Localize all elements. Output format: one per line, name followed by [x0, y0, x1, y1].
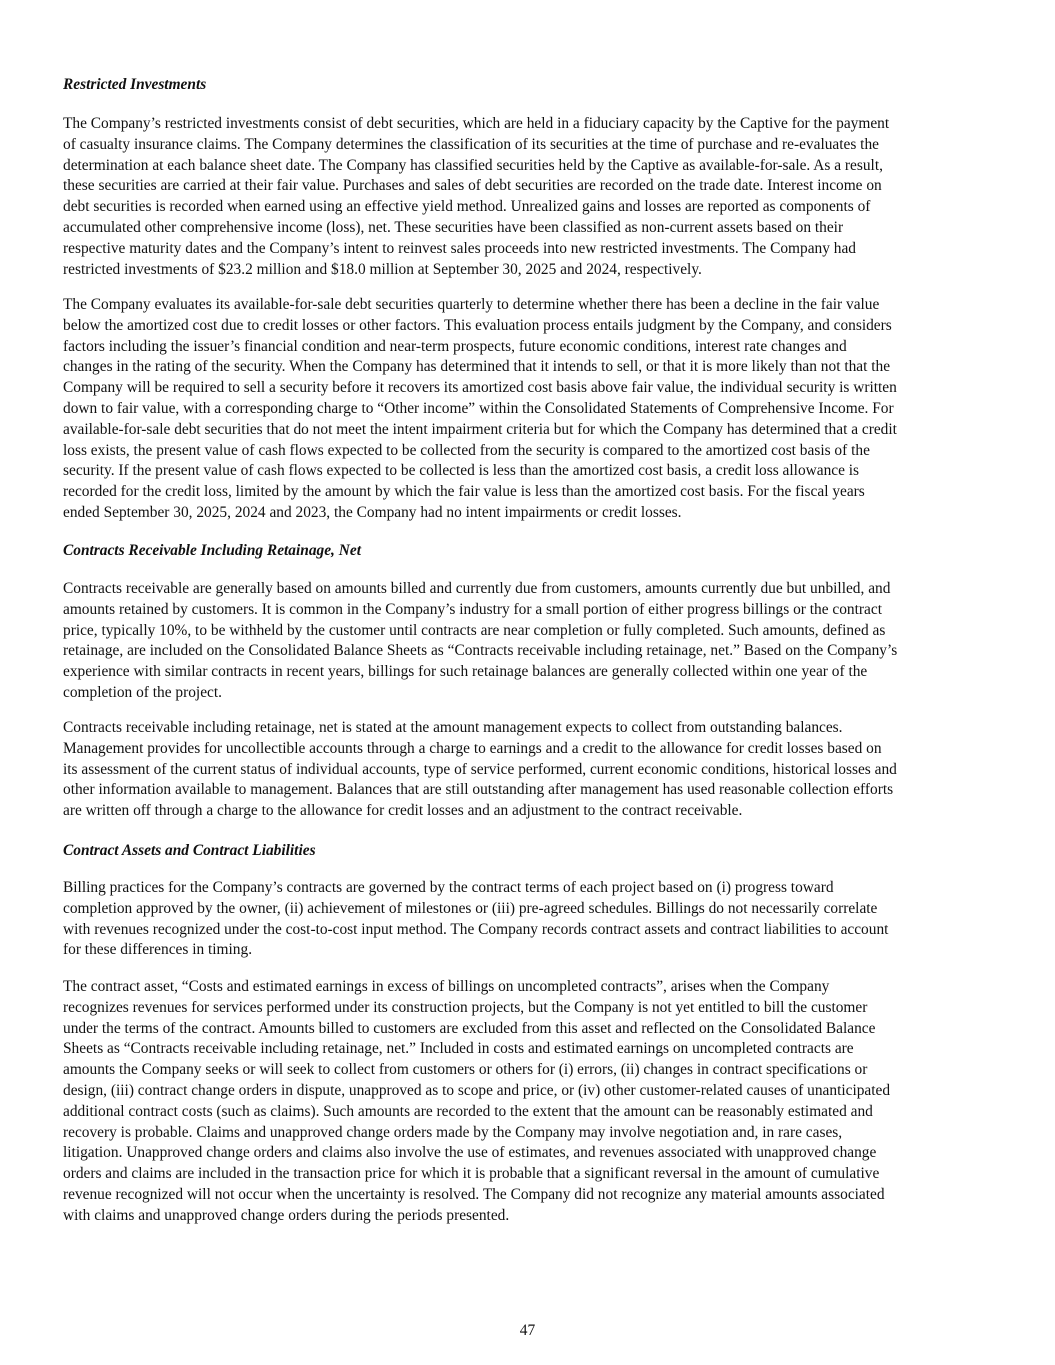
paragraph-contract-assets-2	[63, 977, 1003, 1227]
section-contracts-receivable	[63, 540, 1003, 561]
text-line: litigation. Unapproved change orders and claims also involve the use of estimates, and revenues associated with unapproved change	[63, 1144, 877, 1162]
paragraph-contracts-receivable-1	[63, 579, 1003, 704]
page-number: 47	[519, 1322, 536, 1339]
text-line: recovery is probable. Claims and unapproved change orders made by the Company may involve negotiation and, in rare cases,	[63, 1123, 843, 1141]
text-line: price, typically 10%, to be withheld by the customer until contracts are near completion or fully completed. Such amounts, defined as	[63, 621, 886, 639]
text-line: with revenues recognized under the cost-to-cost input method. The Company records contract assets and contract liabilities to account	[63, 920, 889, 938]
text-line: The Company evaluates its available-for-sale debt securities quarterly to determine whether there has been a decline in the fair value	[63, 296, 880, 313]
paragraph-contract-assets-1	[63, 878, 1003, 961]
text-line: amounts retained by customers. It is common in the Company’s industry for a small portion of either progress billings or the contract	[63, 600, 882, 618]
text-line: amounts the Company seeks or will seek to collect from customers or others for (i) errors, (ii) changes in contract specifications or	[63, 1061, 868, 1079]
text-line: for these differences in timing.	[63, 941, 253, 959]
text-line: available-for-sale debt securities that do not meet the intent impairment criteria but for which the Company has determined that a credit	[63, 420, 897, 438]
text-line: retainage, are included on the Consolidated Balance Sheets as “Contracts receivable including retainage, net.” Based on the Company’s	[63, 642, 898, 660]
text-line: completion of the project.	[63, 683, 222, 701]
text-line: Billing practices for the Company’s contracts are governed by the contract terms of each project based on (i) progress toward	[63, 879, 834, 896]
paragraph-restricted-investments-2	[63, 295, 1003, 524]
text-line: its assessment of the current status of individual accounts, type of service performed, current economic conditions, historical losses and	[63, 760, 897, 778]
text-line: loss exists, the present value of cash flows expected to be collected from the security is compared to the amortized cost basis of the	[63, 441, 870, 459]
text-line: of casualty insurance claims. The Company determines the classification of its securities at the time of purchase and re-evaluates the	[63, 135, 879, 153]
text-line: changes in the rating of the security. When the Company has determined that it intends to sell, or that it is more likely than not that the	[63, 358, 891, 376]
section-contract-assets-liabilities	[63, 840, 1003, 861]
text-line: The contract asset, “Costs and estimated earnings in excess of billings on uncompleted contracts”, arises when the Company	[63, 978, 830, 995]
text-line: orders and claims are included in the transaction price for which it is probable that a significant reversal in the amount of cumulative	[63, 1165, 880, 1183]
text-line: recognizes revenues for services performed under its construction projects, but the Company is not yet entitled to bill the customer	[63, 998, 868, 1016]
text-line: revenue recognized will not occur when the uncertainty is resolved. The Company did not recognize any material amounts associated	[63, 1185, 885, 1203]
text-line: Contracts receivable including retainage, net is stated at the amount management expects to collect from outstanding balances.	[63, 719, 843, 736]
text-line: debt securities is recorded when earned using an effective yield method. Unrealized gains and losses are reported as components of	[63, 198, 871, 216]
section-heading: Contracts Receivable Including Retainage, Net	[63, 542, 361, 559]
text-line: restricted investments of $23.2 million and $18.0 million at September 30, 2025 and 2024, respectively.	[63, 260, 702, 278]
text-line: Company will be required to sell a security before it recovers its amortized cost basis above fair value, the individual security is written	[63, 379, 897, 397]
text-line: accumulated other comprehensive income (loss), net. These securities have been classified as non-current assets based on their	[63, 218, 844, 236]
text-line: below the amortized cost due to credit losses or other factors. This evaluation process entails judgment by the Company, and considers	[63, 316, 892, 334]
section-heading: Contract Assets and Contract Liabilities	[63, 842, 316, 859]
text-line: experience with similar contracts in recent years, billings for such retainage balances are generally collected within one year of the	[63, 663, 868, 681]
section-heading: Restricted Investments	[63, 76, 207, 93]
text-line: design, (iii) contract change orders in dispute, unapproved as to scope and price, or (iv) other customer-related causes of unanticipated	[63, 1081, 891, 1099]
text-line: recorded for the credit loss, limited by the amount by which the fair value is less than the amortized cost basis. For the fiscal years	[63, 483, 865, 501]
text-line: factors including the issuer’s financial condition and near-term prospects, future economic conditions, interest rate changes and	[63, 337, 847, 355]
text-line: down to fair value, with a corresponding charge to “Other income” within the Consolidated Statements of Comprehensive Income. For	[63, 399, 894, 417]
text-line: are written off through a charge to the allowance for credit losses and an adjustment to the contract receivable.	[63, 802, 743, 820]
text-line: Management provides for uncollectible accounts through a charge to earnings and a credit to the allowance for credit losses based on	[63, 739, 882, 757]
text-line: other information available to management. Balances that are still outstanding after management has used reasonable collection efforts	[63, 781, 894, 799]
text-line: Sheets as “Contracts receivable including retainage, net.” Included in costs and estimated earnings on uncompleted contracts are	[63, 1040, 854, 1058]
text-line: these securities are carried at their fair value. Purchases and sales of debt securities are recorded on the trade date. Interest income on	[63, 177, 882, 195]
text-line: Contracts receivable are generally based on amounts billed and currently due from customers, amounts currently due but unbilled, and	[63, 580, 891, 597]
text-line: with claims and unapproved change orders during the periods presented.	[63, 1206, 510, 1224]
text-line: ended September 30, 2025, 2024 and 2023, the Company had no intent impairments or credit losses.	[63, 503, 682, 521]
text-line: under the terms of the contract. Amounts billed to customers are excluded from this asset and reflected on the Consolidated Balance	[63, 1019, 876, 1037]
text-line: determination at each balance sheet date. The Company has classified securities held by the Captive as available-for-sale. As a result,	[63, 156, 883, 174]
text-line: respective maturity dates and the Company’s intent to reinvest sales proceeds into new restricted investments. The Company had	[63, 239, 856, 257]
text-line: security. If the present value of cash flows expected to be collected is less than the amortized cost basis, a credit loss allowance is	[63, 462, 860, 480]
paragraph-contracts-receivable-2	[63, 718, 1003, 822]
section-restricted-investments	[63, 74, 1003, 95]
text-line: additional contract costs (such as claims). Such amounts are recorded to the extent that the amount can be reasonably estimated and	[63, 1102, 873, 1120]
text-line: The Company’s restricted investments consist of debt securities, which are held in a fiduciary capacity by the Captive for the payment	[63, 115, 890, 132]
text-line: completion approved by the owner, (ii) achievement of milestones or (iii) pre-agreed schedules. Billings do not necessarily correlate	[63, 899, 878, 917]
paragraph-restricted-investments-1	[63, 114, 1003, 280]
